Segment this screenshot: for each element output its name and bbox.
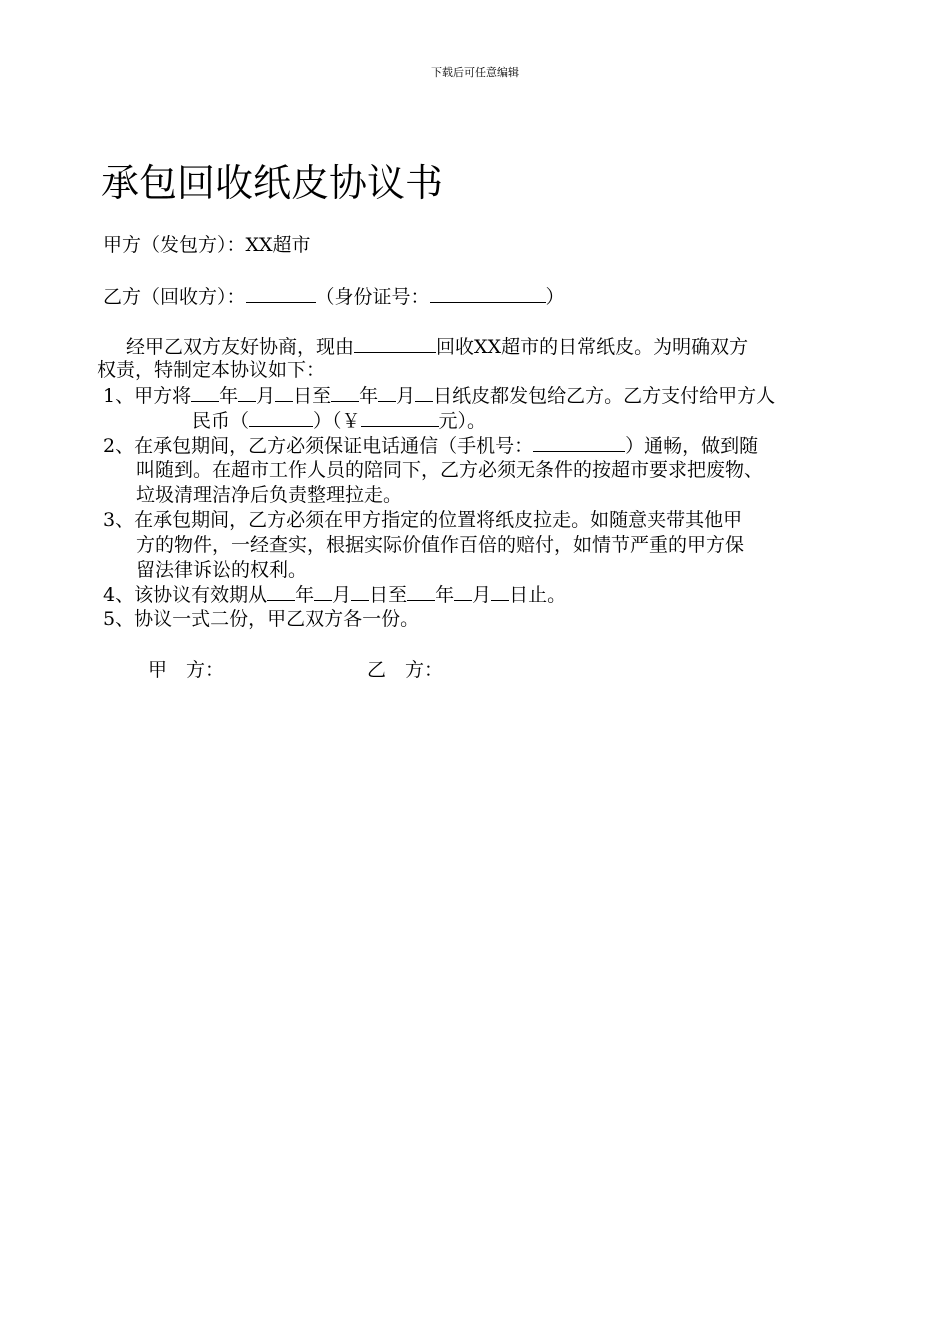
intro-line-2 xyxy=(97,358,325,382)
clause-2-text-a: 2、在承包期间，乙方必须保证电话通信（手机号： xyxy=(103,435,534,457)
clause-5-line xyxy=(103,607,419,631)
valid-start-year-blank xyxy=(267,582,295,601)
clause-1-text-c: 月 xyxy=(256,385,276,407)
party-b-name-blank xyxy=(246,284,316,303)
clause-1-text-f: 月 xyxy=(396,385,416,407)
clause-4-text-a: 4、该协议有效期从 xyxy=(103,584,268,606)
clause-1-text-g: 日纸皮都发包给乙方。乙方支付给甲方人 xyxy=(433,385,776,407)
clause-1-text-h: 民币（ xyxy=(192,410,250,432)
valid-end-month-blank xyxy=(454,582,472,601)
header-note: 下载后可任意编辑 xyxy=(431,66,519,79)
clause-4-text-g: 日止。 xyxy=(509,584,567,606)
clause-1-text-a: 1、甲方将 xyxy=(103,385,192,407)
clause-1-text-j: 元）。 xyxy=(438,410,487,432)
phone-blank xyxy=(533,433,625,452)
valid-start-day-blank xyxy=(351,582,369,601)
party-a-line xyxy=(103,233,311,257)
clause-2-text-d: 垃圾清理洁净后负责整理拉走。 xyxy=(136,484,403,506)
end-month-blank xyxy=(378,383,396,402)
clause-1-text-b: 年 xyxy=(219,385,239,407)
intro-text-3: 权责，特制定本协议如下： xyxy=(97,359,326,381)
start-day-blank xyxy=(275,383,293,402)
clause-4-line xyxy=(103,582,566,607)
clause-1-line-2 xyxy=(192,408,486,433)
clause-3-line-3 xyxy=(136,558,307,582)
amount-words-blank xyxy=(249,408,313,427)
intro-line-1 xyxy=(126,334,748,359)
signature-party-a-label: 甲 方： xyxy=(148,659,225,681)
clause-4-text-f: 月 xyxy=(472,584,492,606)
valid-end-year-blank xyxy=(407,582,435,601)
clause-1-text-d: 日至 xyxy=(293,385,332,407)
end-year-blank xyxy=(331,383,359,402)
clause-4-text-b: 年 xyxy=(295,584,315,606)
start-month-blank xyxy=(238,383,256,402)
document-title: 承包回收纸皮协议书 xyxy=(101,161,444,205)
clause-1-line-1 xyxy=(103,383,775,408)
valid-start-month-blank xyxy=(314,582,332,601)
party-a-text: 甲方（发包方）：XX超市 xyxy=(103,234,311,256)
clause-3-text-b: 方的物件，一经查实，根据实际价值作百倍的赔付，如情节严重的甲方保 xyxy=(136,534,745,556)
signature-party-b-label: 乙 方： xyxy=(367,659,444,681)
collector-blank xyxy=(354,334,436,353)
clause-4-text-d: 日至 xyxy=(369,584,408,606)
clause-2-line-1 xyxy=(103,433,758,458)
party-b-id-open: （身份证号： xyxy=(315,286,430,308)
clause-5-text: 5、协议一式二份，甲乙双方各一份。 xyxy=(103,608,420,630)
party-b-id-close: ） xyxy=(545,286,565,308)
start-year-blank xyxy=(191,383,219,402)
clause-1-text-i: ）（￥ xyxy=(313,410,361,432)
clause-4-text-e: 年 xyxy=(435,584,455,606)
clause-2-text-c: 叫随到。在超市工作人员的陪同下，乙方必须无条件的按超市要求把废物、 xyxy=(136,459,764,481)
party-b-line xyxy=(103,284,565,309)
intro-text-2: 回收XX超市的日常纸皮。为明确双方 xyxy=(436,336,749,358)
party-b-label: 乙方（回收方）： xyxy=(103,286,246,308)
clause-2-line-2 xyxy=(136,458,763,482)
signature-party-a xyxy=(148,658,224,682)
party-b-id-blank xyxy=(430,284,546,303)
clause-3-line-2 xyxy=(136,533,744,557)
clause-1-text-e: 年 xyxy=(359,385,379,407)
clause-3-line-1 xyxy=(103,508,742,532)
clause-2-line-3 xyxy=(136,483,402,507)
valid-end-day-blank xyxy=(491,582,509,601)
clause-3-text-c: 留法律诉讼的权利。 xyxy=(136,559,308,581)
amount-number-blank xyxy=(361,408,439,427)
clause-3-text-a: 3、在承包期间，乙方必须在甲方指定的位置将纸皮拉走。如随意夹带其他甲 xyxy=(103,509,743,531)
signature-party-b xyxy=(367,658,443,682)
end-day-blank xyxy=(415,383,433,402)
clause-2-text-b: ）通畅，做到随 xyxy=(625,435,759,457)
intro-text-1: 经甲乙双方友好协商，现由 xyxy=(126,336,355,358)
clause-4-text-c: 月 xyxy=(332,584,352,606)
